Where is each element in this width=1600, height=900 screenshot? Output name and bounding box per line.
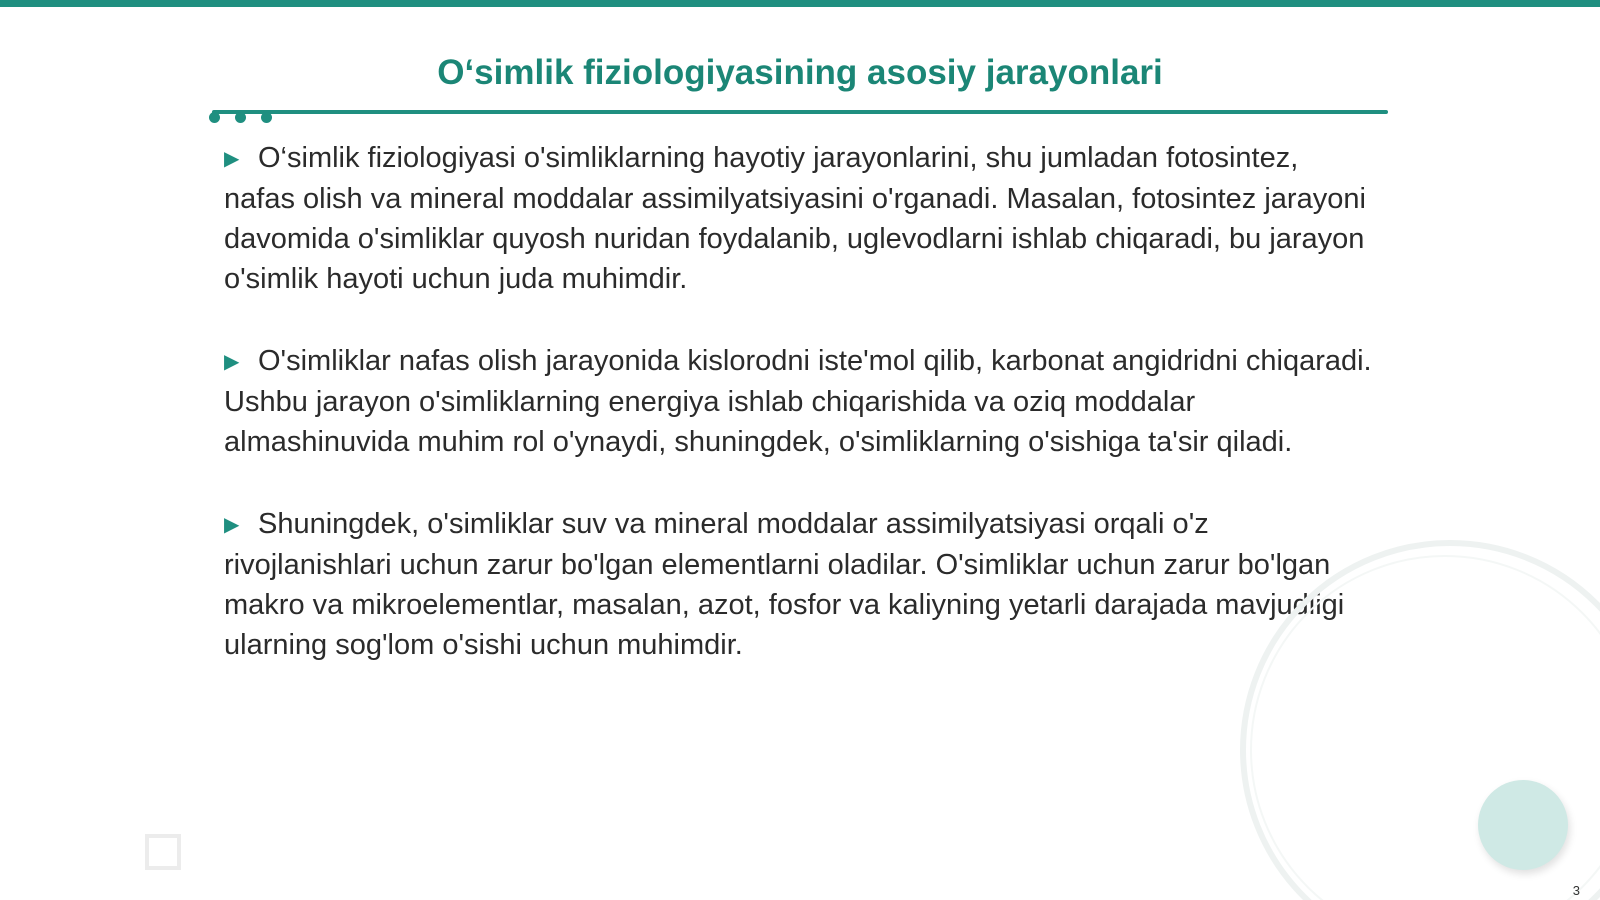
decorative-circle xyxy=(1478,780,1568,870)
triangle-bullet-icon: ▶ xyxy=(224,514,240,536)
slide-title: O‘simlik fiziologiyasining asosiy jarayonlari xyxy=(437,53,1163,92)
bullet-item xyxy=(224,504,1374,665)
underline-dot xyxy=(235,112,246,123)
underline-dot xyxy=(209,112,220,123)
bullet-list xyxy=(224,138,1374,707)
decorative-square xyxy=(145,834,181,870)
title-underline xyxy=(212,110,1388,114)
triangle-bullet-icon: ▶ xyxy=(224,148,240,170)
bullet-text: O'simliklar nafas olish jarayonida kislorodni iste'mol qilib, karbonat angidridni chiqaradi. Ushbu jarayon o'simliklarning energiya ishlab chiqarishida va oziq moddalar almashinuvida muhim rol o'ynaydi, shuningdek, o'simliklarning o'sishiga ta'sir qiladi. xyxy=(224,345,1372,458)
triangle-bullet-icon: ▶ xyxy=(224,351,240,373)
bullet-text: O‘simlik fiziologiyasi o'simliklarning hayotiy jarayonlarini, shu jumladan fotosintez, nafas olish va mineral moddalar assimilyatsiyasini o'rganadi. Masalan, fotosintez jarayoni davomida o'simliklar quyosh nuridan foydalanib, uglevodlarni ishlab chiqaradi, bu jarayon o'simlik hayoti uchun juda muhimdir. xyxy=(224,142,1366,295)
bullet-text: Shuningdek, o'simliklar suv va mineral moddalar assimilyatsiyasi orqali o'z rivojlanishlari uchun zarur bo'lgan elementlarni oladilar. O'simliklar uchun zarur bo'lgan makro va mikroelementlar, masalan, azot, fosfor va kaliyning yetarli darajada mavjudligi ularning sog'lom o'sishi uchun muhimdir. xyxy=(224,508,1345,661)
top-accent-bar xyxy=(0,0,1600,7)
page-number: 3 xyxy=(1572,883,1580,898)
underline-dot xyxy=(261,112,272,123)
bullet-item xyxy=(224,341,1374,462)
bullet-item xyxy=(224,138,1374,299)
